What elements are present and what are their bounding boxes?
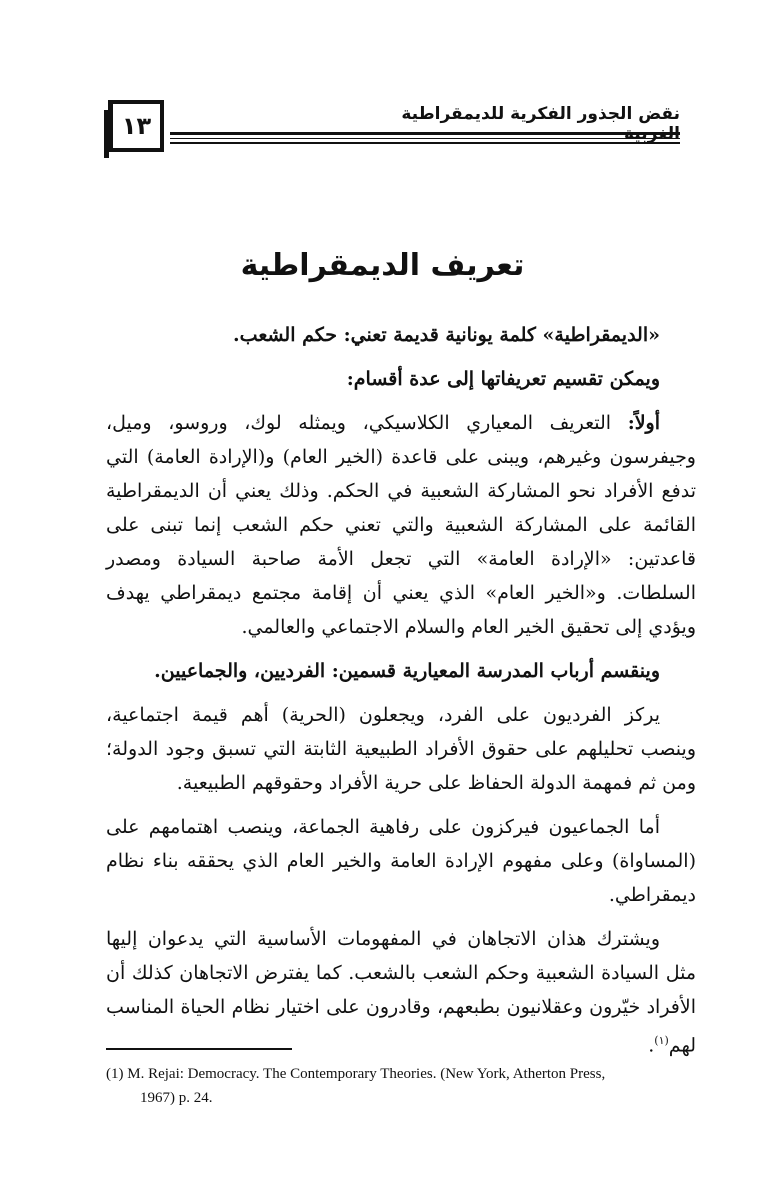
paragraph-schools: وينقسم أرباب المدرسة المعيارية قسمين: الفرديين، والجماعيين. bbox=[154, 660, 660, 682]
footnote-line: 1967) p. 24. bbox=[140, 1090, 213, 1106]
paragraph-divisions-intro: ويمكن تقسيم تعريفاتها إلى عدة أقسام: bbox=[346, 368, 660, 390]
paragraph-individualists: يركز الفرديون على الفرد، ويجعلون (الحرية) أهم قيمة اجتماعية، وينصب تحليلهم على حقوق الأفراد الطبيعية الثابتة التي تسبق وجود الدولة؛ ومن ثم فمهمة الدولة الحفاظ على حرية الأفراد وحقوقهم الطبيعية. bbox=[106, 704, 696, 794]
footnote-ref[interactable]: (١) bbox=[654, 1034, 669, 1047]
paragraph-lead: أولاً: bbox=[627, 412, 661, 434]
body-text bbox=[106, 318, 696, 1072]
paragraph-first-definition bbox=[106, 406, 696, 644]
paragraph-definition: «الديمقراطية» كلمة يونانية قديمة تعني: حكم الشعب. bbox=[233, 324, 660, 346]
footnote-line: (1) M. Rejai: Democracy. The Contemporary Theories. (New York, Atherton Press, bbox=[106, 1066, 606, 1082]
running-title: نقض الجذور الفكرية للديمقراطية bbox=[401, 104, 680, 124]
footnote bbox=[106, 1062, 698, 1110]
paragraph-collectivists: أما الجماعيون فيركزون على رفاهية الجماعة، وينصب اهتمامهم على (المساواة) وعلى مفهوم الإرادة العامة والخير العام الذي يحققه بناء نظام ديمقراطي. bbox=[106, 816, 696, 906]
paragraph-text: ويشترك هذان الاتجاهان في المفهومات الأساسية التي يدعوان إليها مثل السيادة الشعبية وحكم الشعب بالشعب. كما يفترض الاتجاهان كذلك أن الأفراد خيّرون وعقلانيون بطبعهم، وقادرون على اختيار نظام الحياة المناسب لهم bbox=[106, 928, 696, 1057]
paragraph-shared-concepts bbox=[106, 922, 696, 1062]
page-number-box bbox=[108, 100, 164, 152]
page-number: ١٣ bbox=[121, 112, 152, 140]
page-title: تعريف الديمقراطية bbox=[240, 248, 525, 283]
header-rule bbox=[170, 132, 680, 146]
footnote-rule bbox=[106, 1048, 292, 1050]
paragraph-end: . bbox=[648, 1034, 655, 1057]
paragraph-text: التعريف المعياري الكلاسيكي، ويمثله لوك، وروسو، وميل، وجيفرسون وغيرهم، ويبنى على قاعدة (الخير العام) و(الإرادة العامة) التي تدفع الأفراد نحو المشاركة الشعبية في الحكم. وذلك يعني أن الديمقراطية القائمة على المشاركة الشعبية والتي تعني حكم الشعب إنما تبنى على قاعدتين: «الإرادة العامة» التي تجعل الأمة صاحبة السيادة ومصدر السلطات. و«الخير العام» الذي يعني أن إقامة مجتمع ديمقراطي يهدف ويؤدي إلى تحقيق الخير العام والسلام الاجتماعي والعالمي. bbox=[106, 412, 696, 638]
